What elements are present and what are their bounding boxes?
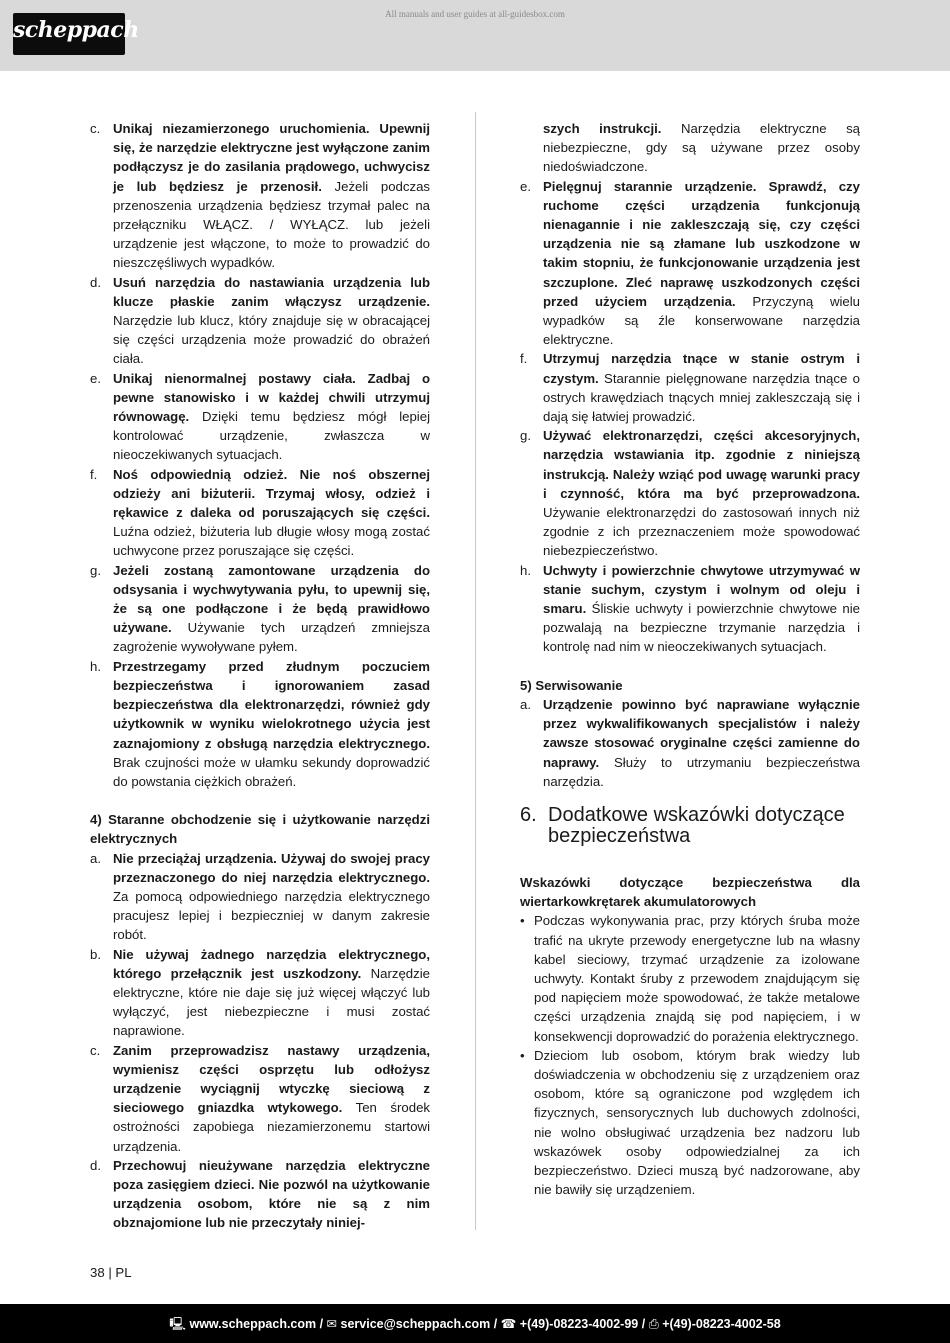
list-item [520, 177, 860, 350]
column-divider [475, 112, 476, 1230]
item-marker: g. [90, 562, 101, 578]
item-marker: c. [90, 1042, 101, 1058]
header-band [0, 0, 950, 71]
item-bold: Usuń narzędzia do nastawiania urządzenia lub klucze płaskie zanim włączysz urządzenie. [113, 274, 430, 309]
item-text: Dzięki temu będziesz mógł lepiej kontrolować urządzenie, zwłaszcza w nieoczekiwanych sytuacjach. [113, 409, 430, 463]
item-text: Ten środek ostrożności zapobiega niezamierzonemu startowi urządzenia. [113, 1100, 430, 1154]
page-number: 38 | PL [90, 1265, 132, 1280]
computer-icon: 🖳 [169, 1317, 186, 1331]
item-marker: a. [520, 696, 531, 712]
item-marker: e. [90, 370, 101, 386]
left-column [90, 119, 430, 1233]
item-text: Brak czujności może w ułamku sekundy doprowadzić do powstania ciężkich obrażeń. [113, 754, 430, 789]
item-text: Luźna odzież, biżuteria lub długie włosy mogą zostać uchwycone przez poruszające się części. [113, 524, 430, 559]
item-bold: Używać elektronarzędzi, części akcesoryjnych, narzędzia wstawiania itp. zgodnie z niniejszą instrukcją. Należy wziąć pod uwagę warunki pracy i czynność, która ma być przeprowadzona. [543, 428, 860, 501]
item-bold: Zanim przeprowadzisz nastawy urządzenia, wymienisz części osprzętu lub odłożysz urządzenie wyciągnij wtyczkę sieciową z sieciowego gniazdka wtykowego. [113, 1042, 430, 1116]
footer [0, 1304, 950, 1343]
item-bold: Przestrzegamy przed złudnym poczuciem bezpieczeństwa i ignorowaniem zasad bezpieczeństwa dla elektronarzędzi, również gdy użytkownik w wyniku wielokrotnego użycia jest zaznajomiony z obsługą narzędzia elektrycznego. [113, 658, 430, 751]
section-5-heading: 5) Serwisowanie [520, 677, 623, 693]
item-bold: Nie przeciążaj urządzenia. Używaj do swojej pracy przeznaczonego do niej narzędzia elektrycznego. [113, 850, 430, 885]
item-bold: Unikaj nienormalnej postawy ciała. Zadbaj o pewne stanowisko i w każdej chwili utrzymuj równowagę. [113, 370, 430, 425]
item-text: Jeżeli podczas przenoszenia urządzenia będziesz trzymał palec na przełączniku WŁĄCZ. / WYŁĄCZ. lub jeżeli urządzenie jest włączone, to może to prowadzić do nieszczęśliwych wypadków. [113, 178, 430, 271]
list-item [90, 119, 430, 273]
item-marker: d. [90, 274, 101, 290]
item-marker: f. [520, 351, 528, 367]
item-bold: Unikaj niezamierzonego uruchomienia. Upewnij się, że narzędzie elektryczne jest wyłączone zanim podłączysz je do zasilania prądowego, uchwycisz je lub będziesz je przenosił. [113, 121, 430, 194]
bullet-text: Dzieciom lub osobom, którym brak wiedzy lub doświadczenia w obchodzeniu się z urządzeniem oraz osobom, które są ograniczone pod względem ich fizycznych, sensorycznych lub duchowych zdolności, nie wolno obsługiwać urządzenia bez nadzoru lub wskazówek osoby odpowiedzialnej za ich bezpieczeństwo. Dzieci muszą być nadzorowane, aby nie bawiły się urządzeniem. [534, 1047, 860, 1198]
footer-phone: +(49)-08223-4002-99 [519, 1317, 639, 1331]
bullet-item [520, 1046, 860, 1200]
list-item [90, 849, 430, 945]
item-bold: Przechowuj nieużywane narzędzia elektryczne poza zasięgiem dzieci. Nie pozwól na użytkowanie urządzenia osobom, które nie są z nim obznajomione lub nie przeczytały niniej- [113, 1157, 430, 1231]
item-marker: e. [520, 178, 531, 194]
brand-logo [13, 13, 139, 55]
mail-icon: ✉ [326, 1317, 338, 1331]
list-item [90, 945, 430, 1041]
list-item [90, 1156, 430, 1233]
item-marker: h. [520, 562, 531, 578]
item-marker: h. [90, 658, 101, 674]
footer-fax: +(49)-08223-4002-58 [662, 1317, 781, 1331]
phone-icon: ☎ [500, 1317, 517, 1331]
item-text: Narzędzie lub klucz, który znajduje się w obracającej się części urządzenia może prowadzić do obrażeń ciała. [113, 313, 430, 367]
bullet-item [520, 911, 860, 1045]
item-text: Za pomocą odpowiedniego narzędzia elektrycznego pracujesz lepiej i bezpieczniej w danym zakresie robót. [113, 888, 430, 943]
section-6-heading [520, 805, 860, 847]
list-item [90, 1041, 430, 1156]
subsection-heading: Wskazówki dotyczące bezpieczeństwa dla wiertarkowkrętarek akumulatorowych [520, 874, 860, 910]
item-bold: Urządzenie powinno być naprawiane wyłącznie przez wykwalifikowanych specjalistów i należy zawsze stosować oryginalne części zamienne do naprawy. [543, 696, 860, 770]
item-bold: Pielęgnuj starannie urządzenie. Sprawdź, czy ruchome części urządzenia funkcjonują nienagannie i nie zakleszczają się, czy części urządzenia nie są złamane lub uszkodzone w takim stopniu, że funkcjonowanie urządzenia jest szczuplone. Zleć naprawę uszkodzonych części przed użyciem urządzenia. [543, 178, 860, 309]
item-marker: d. [90, 1157, 101, 1173]
list-item [90, 657, 430, 791]
item-text: Narzędzie elektryczne, które nie daje się już więcej włączyć lub wyłączyć, jest niebezpieczne i musi zostać naprawione. [113, 965, 430, 1039]
list-item-continuation [520, 119, 860, 177]
fax-icon: ⎙ [648, 1317, 659, 1331]
item-marker: b. [90, 946, 101, 962]
list-item [90, 561, 430, 657]
list-item [520, 349, 860, 426]
footer-separator: / [316, 1317, 327, 1331]
logo-text: scheppach [13, 17, 139, 43]
item-marker: g. [520, 428, 531, 444]
section-6-title: Dodatkowe wskazówki dotyczące bezpieczeństwa [548, 803, 845, 847]
item-text: Używanie tych urządzeń zmniejsza zagrożenie wywoływane pyłem. [113, 620, 430, 655]
item-marker: f. [90, 466, 98, 482]
item-text: Przyczyną wielu wypadków są źle konserwowane narzędzia elektryczne. [543, 293, 860, 348]
right-column [520, 119, 860, 1199]
list-item [520, 561, 860, 657]
section-6-number: 6. [520, 803, 537, 826]
bullet-icon: • [520, 913, 525, 929]
item-text: Używanie elektronarzędzi do zastosowań innych niż zgodnie z ich przeznaczeniem może spowodować niebezpieczeństwo. [543, 505, 860, 559]
list-item [90, 369, 430, 465]
footer-website[interactable]: www.scheppach.com [189, 1317, 317, 1331]
list-item [520, 695, 860, 791]
footer-separator: / [490, 1317, 501, 1331]
item-bold: Jeżeli zostaną zamontowane urządzenia do odsysania i wychwytywania pyłu, to upewnij się, że są one podłączone i że będą prawidłowo używane. [113, 562, 430, 636]
item-bold: Noś odpowiednią odzież. Nie noś obszernej odzieży ani biżuterii. Trzymaj włosy, odzież i rękawice z daleka od poruszających się części. [113, 466, 430, 521]
item-marker: a. [90, 850, 101, 866]
list-item [520, 426, 860, 560]
item-text: Starannie pielęgnowane narzędzia tnące o ostrych krawędziach tnących mniej zakleszczają się i dają się łatwiej prowadzić. [543, 370, 860, 425]
bullet-text: Podczas wykonywania prac, przy których śruba może trafić na ukryte przewody energetyczne lub na własny kabel sieciowy, trzymać urządzenie za izolowane uchwyty. Kontakt śruby z przewodem znajdującym się pod napięciem może spowodować, że także metalowe części urządzenia znajdą się pod napięciem, i w konsekwencji doprowadzić do porażenia elektrycznego. [534, 913, 860, 1044]
list-item [90, 465, 430, 561]
footer-separator: / [638, 1317, 649, 1331]
item-text: Służy to utrzymaniu bezpieczeństwa narzędzia. [543, 754, 860, 789]
item-bold: Nie używaj żadnego narzędzia elektrycznego, którego przełącznik jest uszkodzony. [113, 946, 430, 981]
item-bold: Uchwyty i powierzchnie chwytowe utrzymywać w stanie suchym, czystym i wolnym od oleju i smaru. [543, 562, 860, 617]
section-4-heading: 4) Staranne obchodzenie się i użytkowanie narzędzi elektrycznych [90, 812, 430, 847]
list-item [90, 273, 430, 369]
bullet-icon: • [520, 1047, 525, 1063]
item-bold: Utrzymuj narzędzia tnące w stanie ostrym i czystym. [543, 351, 860, 386]
footer-contact [0, 1315, 950, 1336]
footer-email[interactable]: service@scheppach.com [340, 1317, 491, 1331]
item-bold: szych instrukcji. [543, 121, 662, 136]
item-marker: c. [90, 121, 101, 136]
item-text: Śliskie uchwyty i powierzchnie chwytowe nie pozwalają na bezpieczne trzymanie narzędzia i kontrolę nad nim w nieoczekiwanych sytuacjach. [543, 601, 860, 655]
item-text: Narzędzia elektryczne są niebezpieczne, gdy są używane przez osoby niedoświadczone. [543, 121, 860, 175]
watermark: All manuals and user guides at all-guidesbox.com [385, 9, 565, 19]
